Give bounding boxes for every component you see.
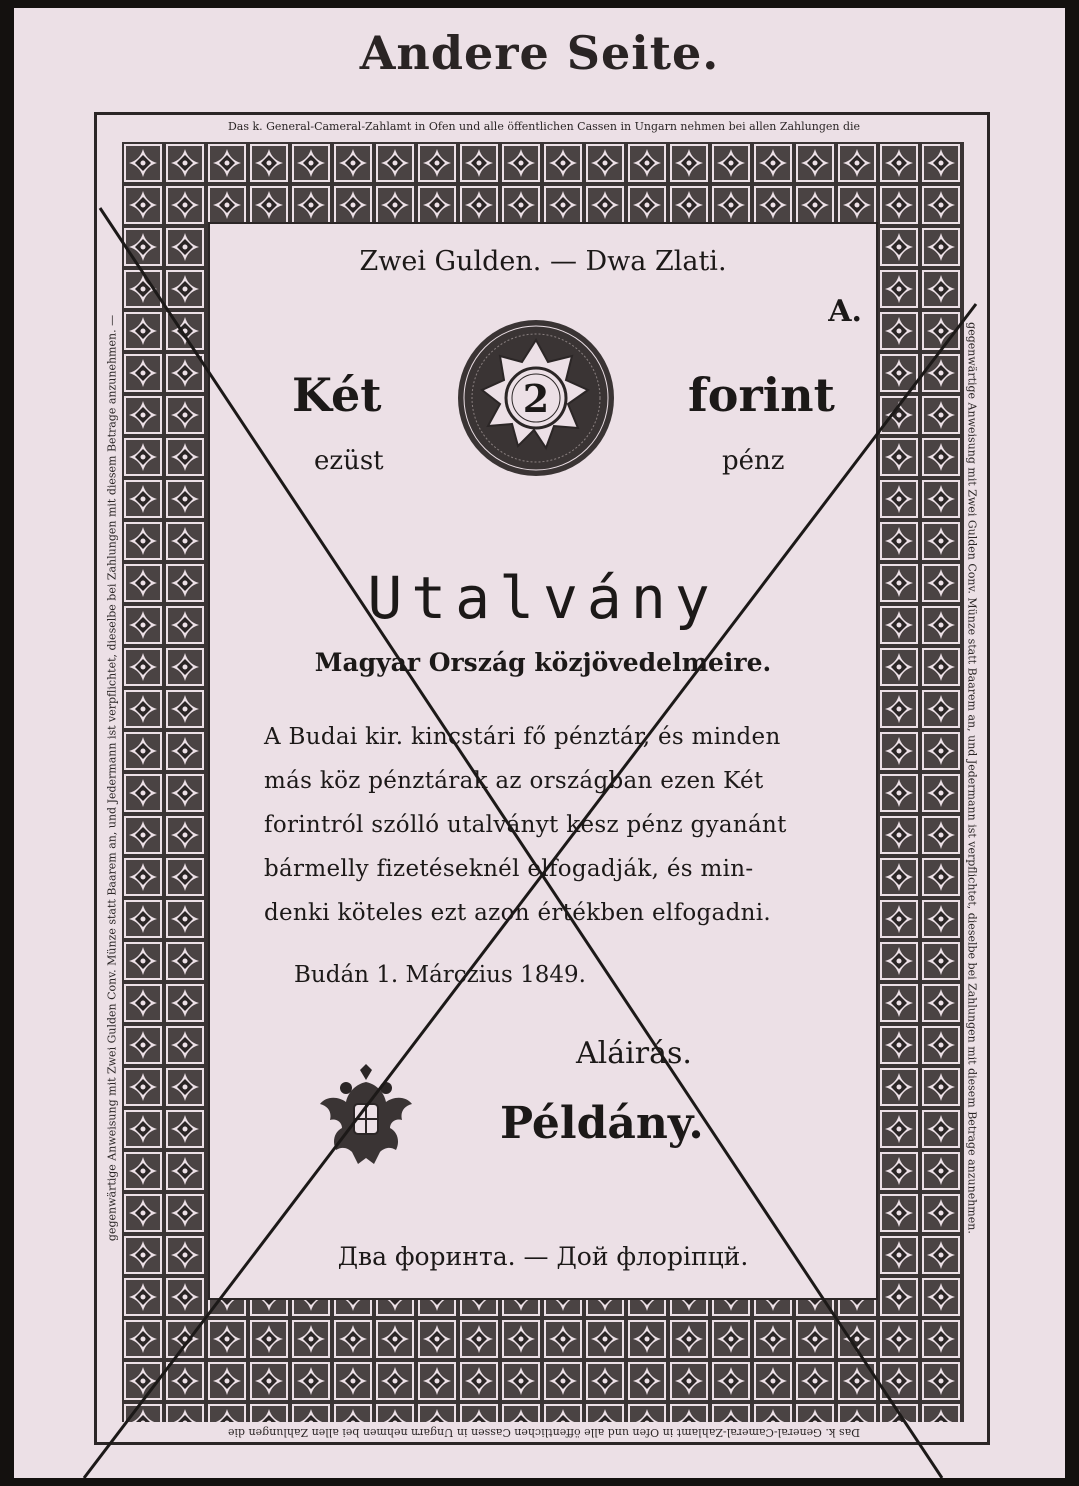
- border-text-bottom: Das k. General-Cameral-Zahlamt in Ofen und alle öffentlichen Cassen in Ungarn nehmen bei allen Zahlungen die: [227, 1426, 861, 1439]
- signature-label: Aláirás.: [576, 1036, 692, 1071]
- metal-right: pénz: [722, 446, 785, 476]
- body-line: forintról szólló utalványt kész pénz gyanánt: [264, 812, 787, 838]
- value-numeral: 2: [522, 376, 550, 421]
- note-subtitle: Magyar Ország közjövedelmeire.: [314, 648, 772, 677]
- header-title: Andere Seite.: [359, 26, 720, 80]
- border-text-left: gegenwärtige Anweisung mit Zwei Gulden Conv. Münze statt Baarem an, und Jedermann ist verpflichtet, dieselbe bei Zahlungen mit diesem Betrage anzunehmen. —: [105, 314, 119, 1242]
- body-line: más köz pénztárak az országban ezen Két: [264, 768, 764, 794]
- banknote-specimen: [14, 8, 1065, 1478]
- note-title: Utalvány: [367, 564, 719, 632]
- denomination-right: forint: [688, 368, 835, 422]
- border-text-right: gegenwärtige Anweisung mit Zwei Gulden Conv. Münze statt Baarem an, und Jedermann ist verpflichtet, dieselbe bei Zahlungen mit diesem Betrage anzunehmen.: [965, 322, 979, 1234]
- german-czech-value: Zwei Gulden. — Dwa Zlati.: [359, 246, 727, 277]
- specimen-label: Példány.: [500, 1098, 704, 1149]
- cyrillic-value: Два форинта. — Дой флоріпцй.: [337, 1242, 749, 1271]
- series-letter: A.: [828, 294, 862, 329]
- body-line: bármelly fizetéseknél elfogadják, és min-: [264, 856, 754, 882]
- body-line: A Budai kir. kincstári fő pénztár, és minden: [264, 724, 781, 750]
- cancellation-cross: [14, 8, 1065, 1478]
- metal-left: ezüst: [314, 446, 384, 476]
- denomination-left: Két: [292, 368, 382, 422]
- border-text-top: Das k. General-Cameral-Zahlamt in Ofen und alle öffentlichen Cassen in Ungarn nehmen bei allen Zahlungen die: [227, 120, 861, 133]
- body-line: denki köteles ezt azon értékben elfogadni.: [264, 900, 771, 926]
- place-date: Budán 1. Márczius 1849.: [294, 962, 586, 988]
